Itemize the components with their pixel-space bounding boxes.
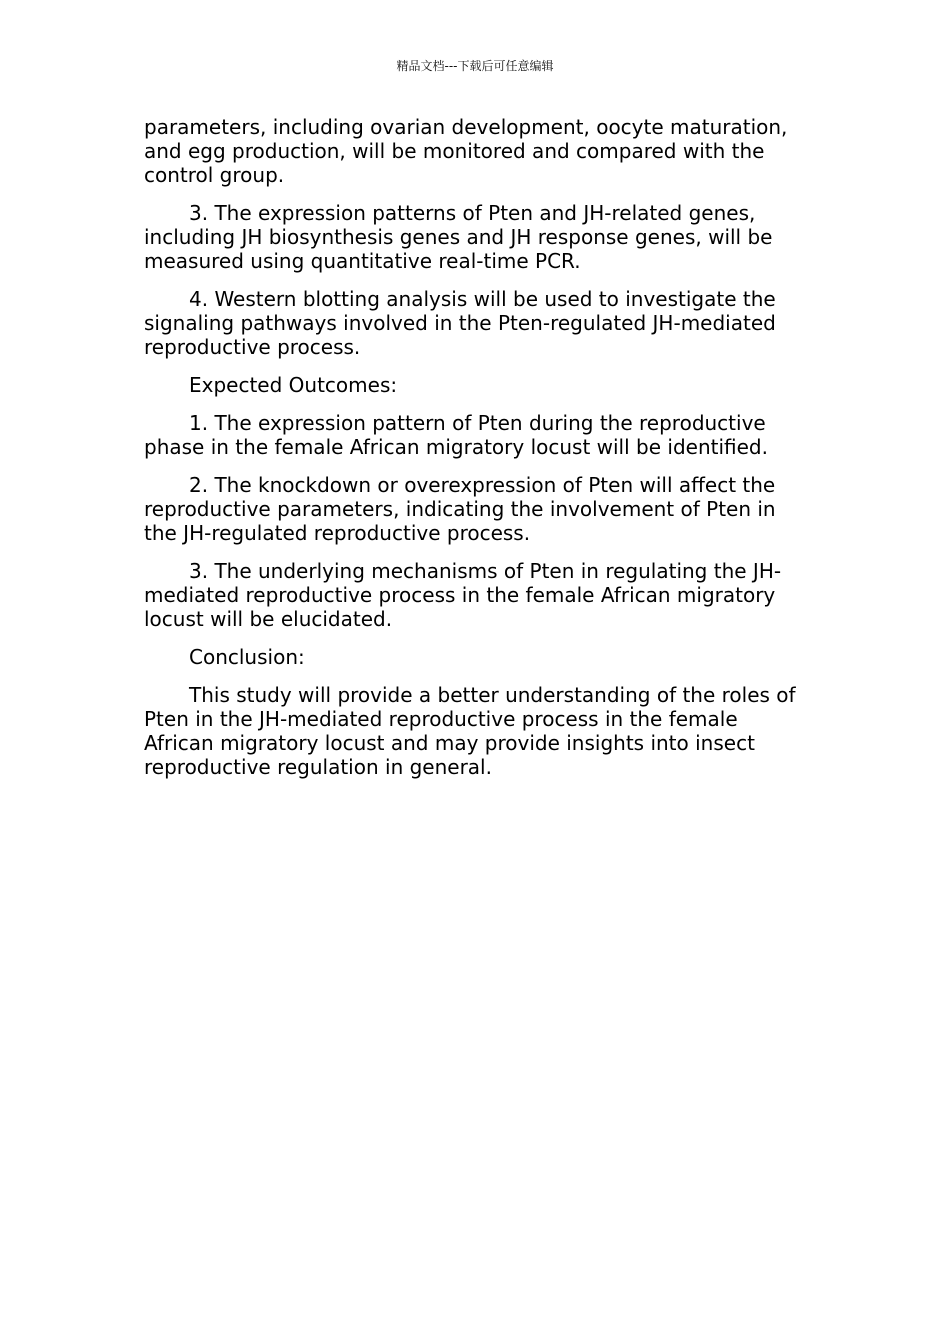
paragraph-outcome-3: 3. The underlying mechanisms of Pten in regulating the JH-mediated reproductive process in the female African migratory locust will be elucidated. [144,559,782,631]
document-body [144,115,809,793]
paragraph-method-3: 3. The expression patterns of Pten and JH-related genes, including JH biosynthesis genes and JH response genes, will be measured using quantitative real-time PCR. [144,201,773,273]
paragraph-outcome-1: 1. The expression pattern of Pten during the reproductive phase in the female African migratory locust will be identified. [144,411,768,459]
page-header: 精品文档---下载后可任意编辑 [396,59,554,73]
paragraph-continuation: parameters, including ovarian development, oocyte maturation, and egg production, will be monitored and compared with the control group. [144,115,788,187]
paragraph-method-4: 4. Western blotting analysis will be used to investigate the signaling pathways involved in the Pten-regulated JH-mediated reproductive process. [144,287,776,359]
paragraph-conclusion: This study will provide a better understanding of the roles of Pten in the JH-mediated reproductive process in the female African migratory locust and may provide insights into insect reproductive regulation in general. [144,683,796,779]
section-heading-conclusion: Conclusion: [189,645,305,669]
paragraph-outcome-2: 2. The knockdown or overexpression of Pten will affect the reproductive parameters, indicating the involvement of Pten in the JH-regulated reproductive process. [144,473,776,545]
section-heading-expected-outcomes: Expected Outcomes: [189,373,398,397]
